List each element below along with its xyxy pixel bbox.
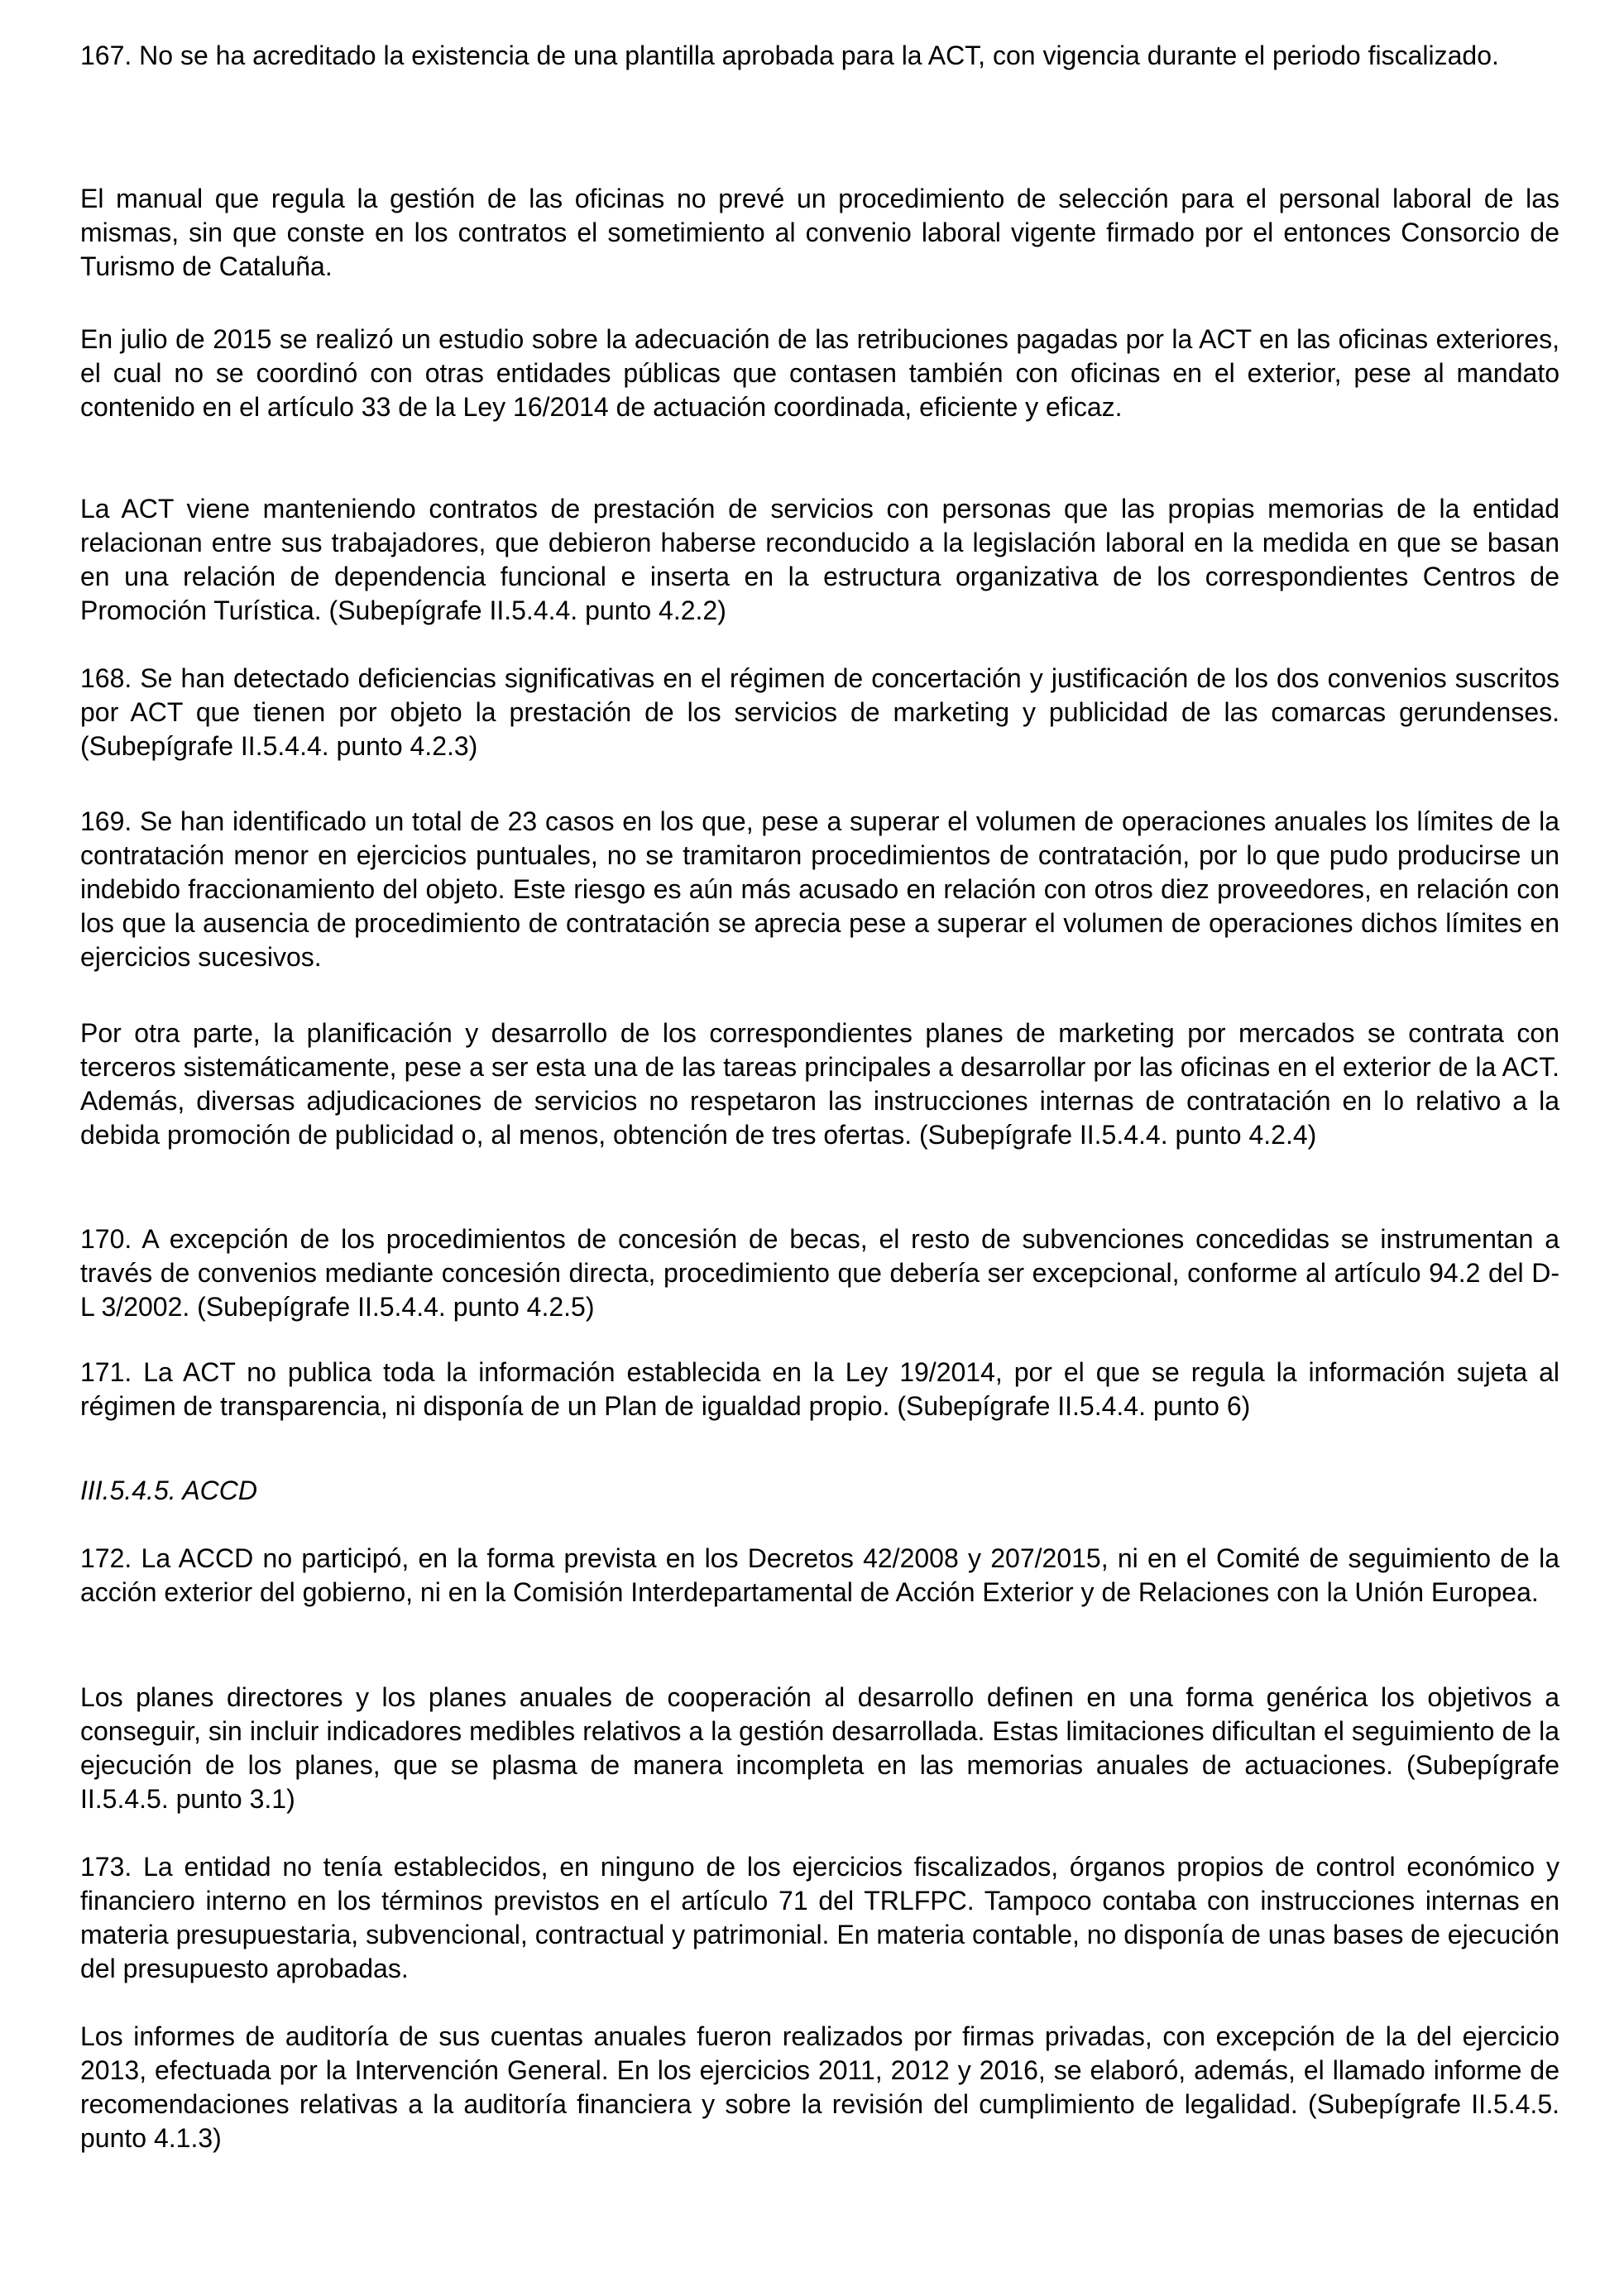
paragraph-173: 173. La entidad no tenía establecidos, en ninguno de los ejercicios fiscalizados, órganos propios de control económico y financiero interno en los términos previstos en el artículo 71 del TRLFPC. Tampoco contaba con instrucciones internas en materia presupuestaria, subvencional, contractual y patrimonial. En materia contable, no disponía de unas bases de ejecución del presupuesto aprobadas.: [80, 1852, 1559, 1983]
paragraph: Los planes directores y los planes anuales de cooperación al desarrollo definen en una forma genérica los objetivos a conseguir, sin incluir indicadores medibles relativos a la gestión desarrollada. Estas limitaciones dificultan el seguimiento de la ejecución de los planes, que se plasma de manera incompleta en las memorias anuales de actuaciones. (Subepígrafe II.5.4.5. punto 3.1): [80, 1682, 1559, 1814]
paragraph-169: 169. Se han identificado un total de 23 casos en los que, pese a superar el volumen de operaciones anuales los límites de la contratación menor en ejercicios puntuales, no se tramitaron procedimientos de contratación, por lo que pudo producirse un indebido fraccionamiento del objeto. Este riesgo es aún más acusado en relación con otros diez proveedores, en relación con los que la ausencia de procedimiento de contratación se aprecia pese a superar el volumen de operaciones dichos límites en ejercicios sucesivos.: [80, 806, 1559, 972]
paragraph: La ACT viene manteniendo contratos de prestación de servicios con personas que las propias memorias de la entidad relacionan entre sus trabajadores, que debieron haberse reconducido a la legislación laboral en la medida en que se basan en una relación de dependencia funcional e inserta en la estructura organizativa de los correspondientes Centros de Promoción Turística. (Subepígrafe II.5.4.4. punto 4.2.2): [80, 494, 1559, 625]
paragraph: En julio de 2015 se realizó un estudio sobre la adecuación de las retribuciones pagadas por la ACT en las oficinas exteriores, el cual no se coordinó con otras entidades públicas que contasen también con oficinas en el exterior, pese al mandato contenido en el artículo 33 de la Ley 16/2014 de actuación coordinada, eficiente y eficaz.: [80, 324, 1559, 422]
paragraph: Los informes de auditoría de sus cuentas anuales fueron realizados por firmas privadas, con excepción de la del ejercicio 2013, efectuada por la Intervención General. En los ejercicios 2011, 2012 y 2016, se elaboró, además, el llamado informe de recomendaciones relativas a la auditoría financiera y sobre la revisión del cumplimiento de legalidad. (Subepígrafe II.5.4.5. punto 4.1.3): [80, 2021, 1559, 2153]
paragraph: El manual que regula la gestión de las oficinas no prevé un procedimiento de selección para el personal laboral de las mismas, sin que conste en los contratos el sometimiento al convenio laboral vigente firmado por el entonces Consorcio de Turismo de Cataluña.: [80, 184, 1559, 281]
paragraph-167: 167. No se ha acreditado la existencia de una plantilla aprobada para la ACT, con vigencia durante el periodo fiscalizado.: [80, 41, 1499, 70]
paragraph: Por otra parte, la planificación y desarrollo de los correspondientes planes de marketing por mercados se contrata con terceros sistemáticamente, pese a ser esta una de las tareas principales a desarrollar por las oficinas en el exterior de la ACT. Además, diversas adjudicaciones de servicios no respetaron las instrucciones internas de contratación en lo relativo a la debida promoción de publicidad o, al menos, obtención de tres ofertas. (Subepígrafe II.5.4.4. punto 4.2.4): [80, 1018, 1559, 1150]
paragraph-168: 168. Se han detectado deficiencias significativas en el régimen de concertación y justificación de los dos convenios suscritos por ACT que tienen por objeto la prestación de los servicios de marketing y publicidad de las comarcas gerundenses. (Subepígrafe II.5.4.4. punto 4.2.3): [80, 663, 1559, 761]
paragraph-172: 172. La ACCD no participó, en la forma prevista en los Decretos 42/2008 y 207/2015, ni en el Comité de seguimiento de la acción exterior del gobierno, ni en la Comisión Interdepartamental de Acción Exterior y de Relaciones con la Unión Europea.: [80, 1543, 1559, 1607]
paragraph-170: 170. A excepción de los procedimientos de concesión de becas, el resto de subvenciones concedidas se instrumentan a través de convenios mediante concesión directa, procedimiento que debería ser excepcional, conforme al artículo 94.2 del D-L 3/2002. (Subepígrafe II.5.4.4. punto 4.2.5): [80, 1224, 1559, 1322]
section-heading: III.5.4.5. ACCD: [80, 1476, 257, 1505]
paragraph-171: 171. La ACT no publica toda la información establecida en la Ley 19/2014, por el que se regula la información sujeta al régimen de transparencia, ni disponía de un Plan de igualdad propio. (Subepígrafe II.5.4.4. punto 6): [80, 1357, 1559, 1421]
